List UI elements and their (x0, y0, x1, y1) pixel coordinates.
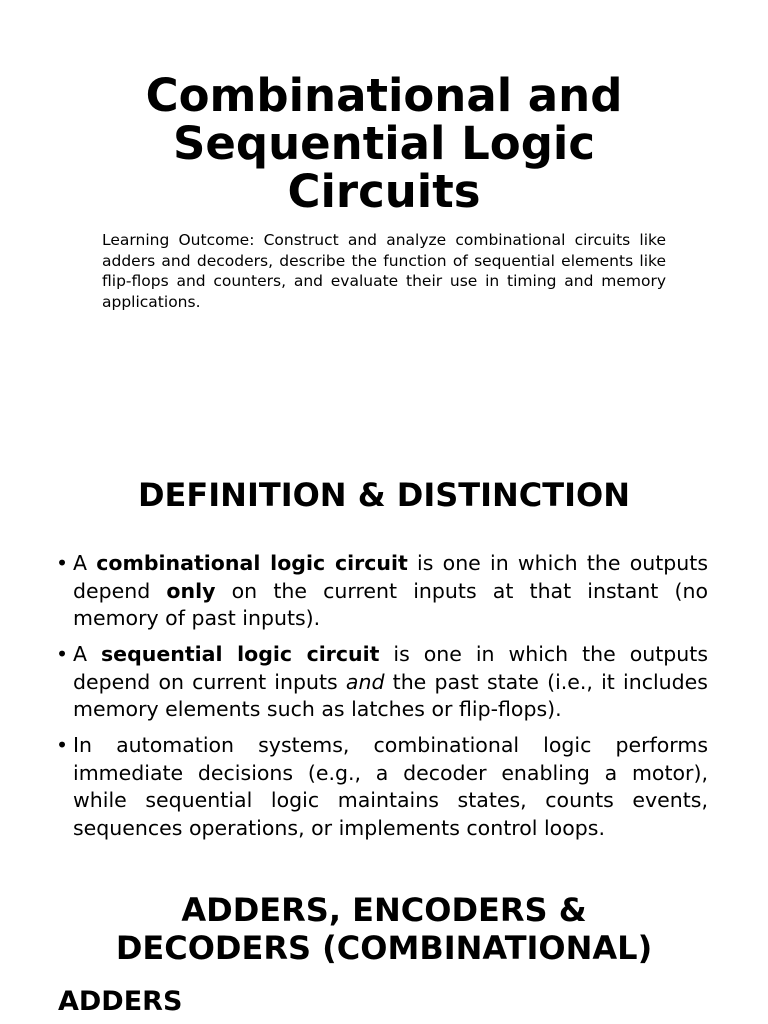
bullet-text: is one in which the outputs depend on current inputs (73, 642, 708, 694)
bullet-text: A (73, 642, 101, 666)
section-heading-definition: DEFINITION & DISTINCTION (137, 476, 630, 514)
bullet-text: on the current inputs at that instant (no memory of past inputs). (73, 578, 708, 630)
bullet-dot: • (56, 733, 69, 757)
title-line-3: Circuits (287, 165, 481, 218)
bullet-item-automation (56, 732, 708, 842)
bullet-term-sequential: sequential logic circuit (100, 642, 380, 666)
bullet-text: A (73, 551, 97, 575)
bullet-text: In automation systems, combinational logic performs immediate decisions (e.g., a decoder enabling a motor), while sequential logic maintains states, counts events, sequences operations, or implements control loops. (73, 733, 708, 840)
bullet-item-combinational (56, 550, 708, 633)
bullet-term-combinational: combinational logic circuit (96, 551, 408, 575)
subheading-adders: ADDERS (58, 986, 183, 1017)
learning-outcome: Learning Outcome: Construct and analyze combinational circuits like adders and decoders, describe the function of sequential elements like flip-flops and counters, and evaluate their use in timing and memory applications. (102, 231, 666, 311)
title-line-1: Combinational and (145, 69, 623, 122)
bullet-emphasis-and: and (345, 669, 385, 694)
bullet-dot: • (56, 551, 69, 575)
title-line-2: Sequential Logic (172, 117, 596, 170)
section-heading-adders (40, 891, 728, 967)
bullet-item-sequential (56, 641, 708, 724)
page-title (60, 69, 708, 218)
bullet-emphasis-only: only (166, 578, 216, 603)
bullet-list (56, 550, 708, 851)
bullet-dot: • (56, 642, 69, 666)
section-heading-line-1: ADDERS, ENCODERS & (181, 891, 587, 929)
section-heading-line-2: DECODERS (COMBINATIONAL) (115, 929, 653, 967)
bullet-text: the past state (i.e., it includes memory elements such as latches or flip-flops). (73, 669, 708, 721)
bullet-text: is one in which the outputs depend (73, 551, 708, 603)
